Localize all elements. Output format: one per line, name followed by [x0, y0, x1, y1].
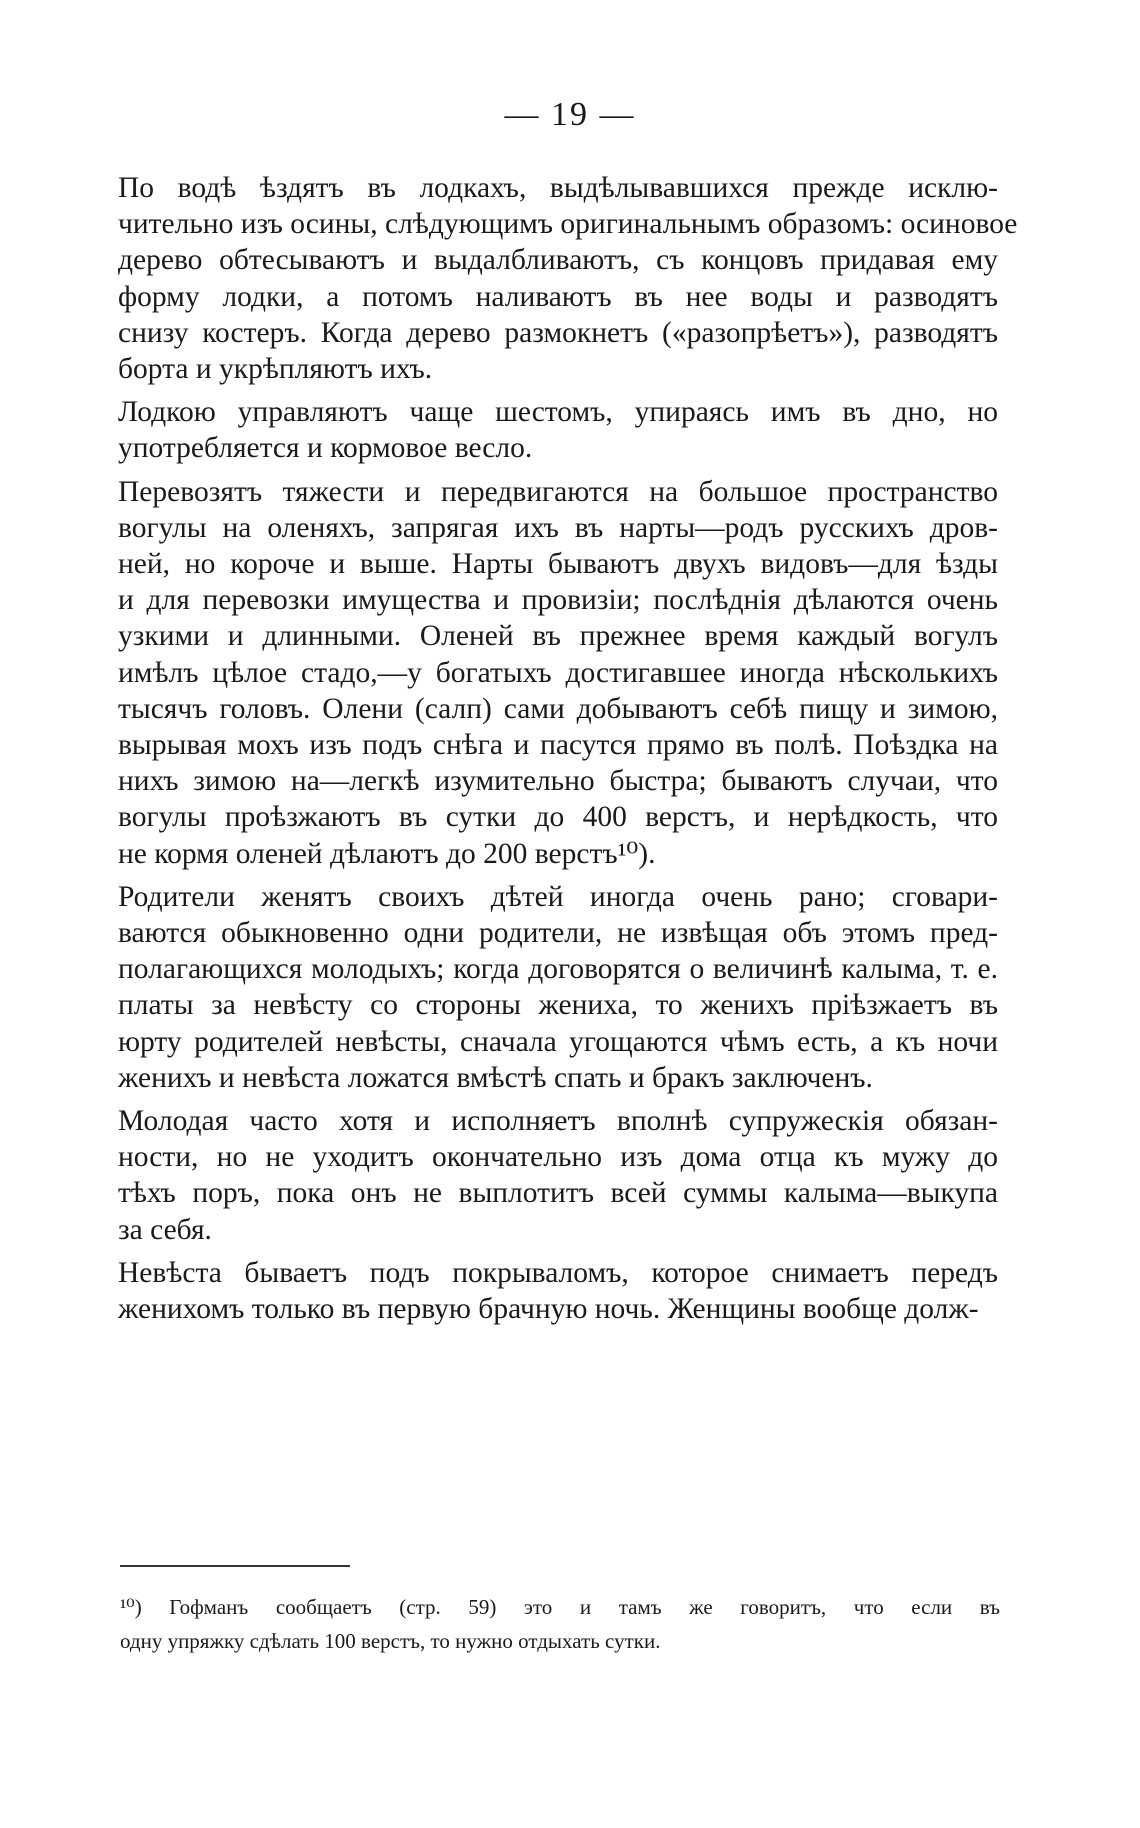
- text-line: ней, но короче и выше. Нарты бываютъ двухъ видовъ—для ѣзды: [118, 548, 998, 581]
- text-line: вырывая мохъ изъ подъ снѣга и пасутся прямо въ полѣ. Поѣздка на: [118, 729, 998, 762]
- text-line: борта и укрѣпляютъ ихъ.: [118, 353, 433, 386]
- paragraph-marriage: [118, 879, 998, 1096]
- text-line: и для перевозки имущества и провизіи; послѣднія дѣлаются очень: [118, 584, 998, 617]
- text-line: тысячъ головъ. Олени (салп) сами добываютъ себѣ пищу и зимою,: [118, 692, 998, 725]
- text-line: полагающихся молодыхъ; когда договорятся о величинѣ калыма, т. е.: [118, 953, 998, 986]
- text-line: ваются обыкновенно одни родители, не извѣщая объ этомъ пред-: [118, 917, 998, 950]
- text-line: юрту родителей невѣсты, сначала угощаются чѣмъ есть, а къ ночи: [118, 1025, 998, 1058]
- paragraph-reindeer: [118, 474, 998, 872]
- text-line: чительно изъ осины, слѣдующимъ оригинальнымъ образомъ: осиновое: [118, 208, 1018, 241]
- text-line: за себя.: [118, 1213, 212, 1246]
- text-line: узкими и длинными. Оленей въ прежнее время каждый вогулъ: [118, 620, 998, 653]
- text-line: Перевозятъ тяжести и передвигаются на большое пространство: [118, 475, 998, 508]
- paragraph-boats: [118, 170, 1018, 387]
- text-line: женихомъ только въ первую брачную ночь. Женщины вообще долж-: [118, 1293, 979, 1326]
- footnote-line: одну упряжку сдѣлать 100 верстъ, то нужно отдыхать сутки.: [120, 1629, 661, 1653]
- body-text: [118, 170, 1018, 1334]
- text-line: По водѣ ѣздятъ въ лодкахъ, выдѣлывавшихся прежде исклю-: [118, 172, 998, 204]
- text-line: нихъ зимою на—легкѣ изумительно быстра; бываютъ случаи, что: [118, 765, 998, 798]
- text-line: женихъ и невѣста ложатся вмѣстѣ спать и бракъ заключенъ.: [118, 1061, 873, 1094]
- text-line: дерево обтесываютъ и выдалбливаютъ, съ концовъ придавая ему: [118, 244, 998, 277]
- text-line: тѣхъ поръ, пока онъ не выплотитъ всей суммы калыма—выкупа: [118, 1177, 998, 1210]
- text-line: Родители женятъ своихъ дѣтей иногда очень рано; сговари-: [118, 880, 998, 913]
- text-line: снизу костеръ. Когда дерево размокнетъ («разопрѣетъ»), разводятъ: [118, 316, 998, 349]
- text-line: употребляется и кормовое весло.: [118, 432, 533, 465]
- text-line: ности, но не уходитъ окончательно изъ дома отца къ мужу до: [118, 1141, 998, 1174]
- paragraph-veil: [118, 1255, 998, 1327]
- paragraph-bride-duties: [118, 1103, 998, 1248]
- footnote-divider: [120, 1565, 350, 1567]
- text-line: платы за невѣсту со стороны жениха, то женихъ пріѣзжаетъ въ: [118, 989, 998, 1022]
- text-line: вогулы на оленяхъ, запрягая ихъ въ нарты—родъ русскихъ дров-: [118, 511, 998, 544]
- text-line: вогулы проѣзжаютъ въ сутки до 400 верстъ, и нерѣдкость, что: [118, 801, 998, 834]
- paragraph-steering: [118, 394, 998, 466]
- page-number: — 19 —: [504, 96, 636, 133]
- text-line: Лодкою управляютъ чаще шестомъ, упираясь имъ въ дно, но: [118, 396, 998, 429]
- footnote: [120, 1590, 1000, 1658]
- text-line: не кормя оленей дѣлаютъ до 200 верстъ¹⁰).: [118, 837, 656, 870]
- footnote-line: ¹⁰) Гофманъ сообщаетъ (стр. 59) это и тамъ же говоритъ, что если въ: [120, 1595, 1000, 1619]
- text-line: имѣлъ цѣлое стадо,—у богатыхъ достигавшее иногда нѣсколькихъ: [118, 656, 998, 689]
- text-line: Невѣста бываетъ подъ покрываломъ, которое снимаетъ передъ: [118, 1256, 998, 1289]
- text-line: форму лодки, а потомъ наливаютъ въ нее воды и разводятъ: [118, 280, 998, 313]
- text-line: Молодая часто хотя и исполняетъ вполнѣ супружескія обязан-: [118, 1105, 998, 1138]
